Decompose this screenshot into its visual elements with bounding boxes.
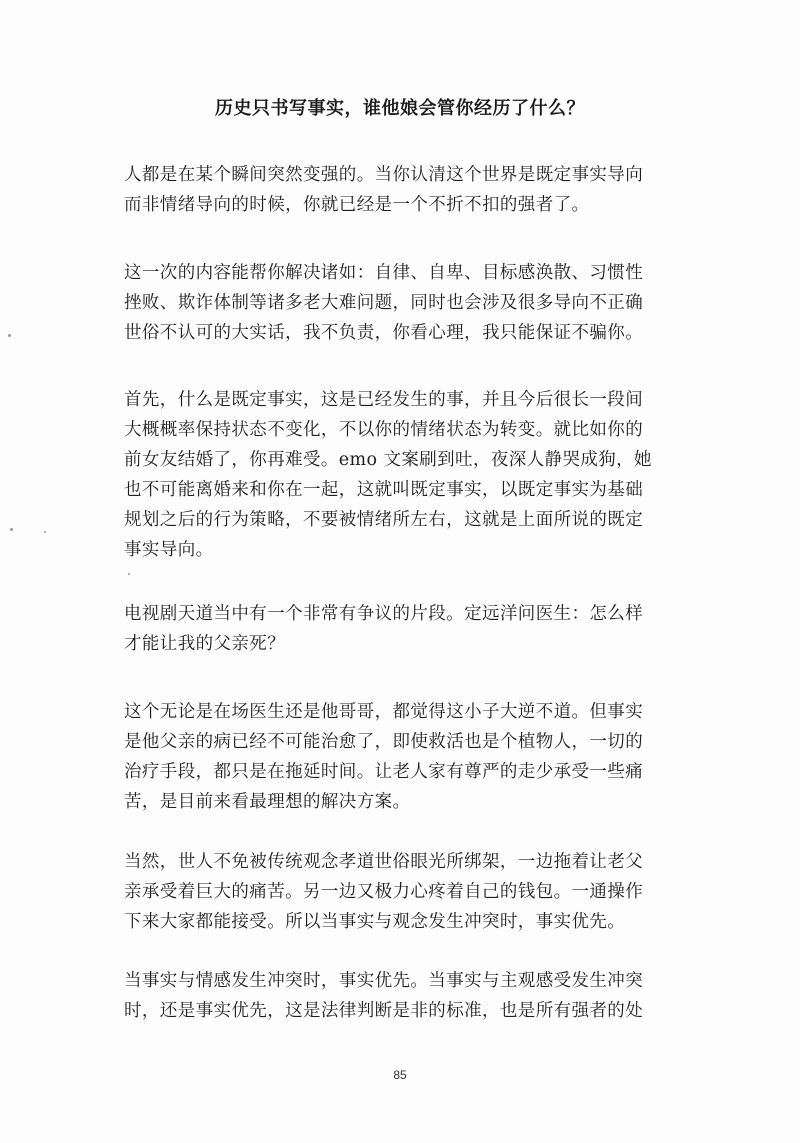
- paragraph-line: 亲承受着巨大的痛苦。另一边又极力心疼着自己的钱包。一通操作: [124, 882, 644, 902]
- paragraph-line: 大概概率保持状态不变化，不以你的情绪状态为转变。就比如你的: [124, 420, 644, 440]
- paragraph-line: 事实导向。: [124, 540, 214, 560]
- scan-speck: [8, 334, 11, 337]
- paragraph-line: 人都是在某个瞬间突然变强的。当你认清这个世界是既定事实导向: [124, 165, 644, 185]
- paragraph-line: 也不可能离婚来和你在一起，这就叫既定事实，以既定事实为基础: [124, 480, 644, 500]
- paragraph-line: 时，还是事实优先，这是法律判断是非的标准，也是所有强者的处: [124, 1001, 644, 1021]
- paragraph-1: [124, 160, 700, 220]
- paragraph-2: [124, 258, 700, 348]
- paragraph-line: 治疗手段，都只是在拖延时间。让老人家有尊严的走少承受一些痛: [124, 762, 644, 782]
- paragraph-line: 当事实与情感发生冲突时，事实优先。当事实与主观感受发生冲突: [124, 971, 644, 991]
- paragraph-line: 前女友结婚了，你再难受。emo 文案刷到吐，夜深人静哭成狗，她: [124, 450, 652, 470]
- paragraph-line: 苦，是目前来看最理想的解决方案。: [124, 792, 411, 812]
- paragraph-line: 电视剧天道当中有一个非常有争议的片段。定远洋问医生：怎么样: [124, 604, 644, 624]
- paragraph-7: [124, 966, 700, 1026]
- scan-speck: [10, 528, 13, 531]
- paragraph-5: [124, 697, 700, 817]
- paragraph-line: 而非情绪导向的时候，你就已经是一个不折不扣的强者了。: [124, 195, 590, 215]
- page-number: 85: [393, 1068, 407, 1082]
- paragraph-line: 这个无论是在场医生还是他哥哥，都觉得这小子大逆不道。但事实: [124, 702, 644, 722]
- paragraph-line: 当然，世人不免被传统观念孝道世俗眼光所绑架，一边拖着让老父: [124, 852, 644, 872]
- paragraph-line: 规划之后的行为策略，不要被情绪所左右，这就是上面所说的既定: [124, 510, 644, 530]
- paragraph-4: [124, 599, 700, 659]
- scan-speck: [128, 573, 130, 575]
- paragraph-6: [124, 847, 700, 937]
- scan-speck: [44, 531, 46, 533]
- paragraph-line: 挫败、欺诈体制等诸多老大难问题，同时也会涉及很多导向不正确: [124, 293, 644, 313]
- paragraph-line: 是他父亲的病已经不可能治愈了，即使救活也是个植物人，一切的: [124, 732, 644, 752]
- page-title: 历史只书写事实，谁他娘会管你经历了什么？: [215, 98, 585, 119]
- paragraph-line: 世俗不认可的大实话，我不负责，你看心理，我只能保证不骗你。: [124, 323, 644, 343]
- paragraph-line: 下来大家都能接受。所以当事实与观念发生冲突时，事实优先。: [124, 912, 626, 932]
- paragraph-line: 首先，什么是既定事实，这是已经发生的事，并且今后很长一段间: [124, 390, 644, 410]
- paragraph-line: 才能让我的父亲死？: [124, 634, 286, 654]
- paragraph-line: 这一次的内容能帮你解决诸如：自律、自卑、目标感涣散、习惯性: [124, 263, 644, 283]
- paragraph-3: [124, 385, 700, 565]
